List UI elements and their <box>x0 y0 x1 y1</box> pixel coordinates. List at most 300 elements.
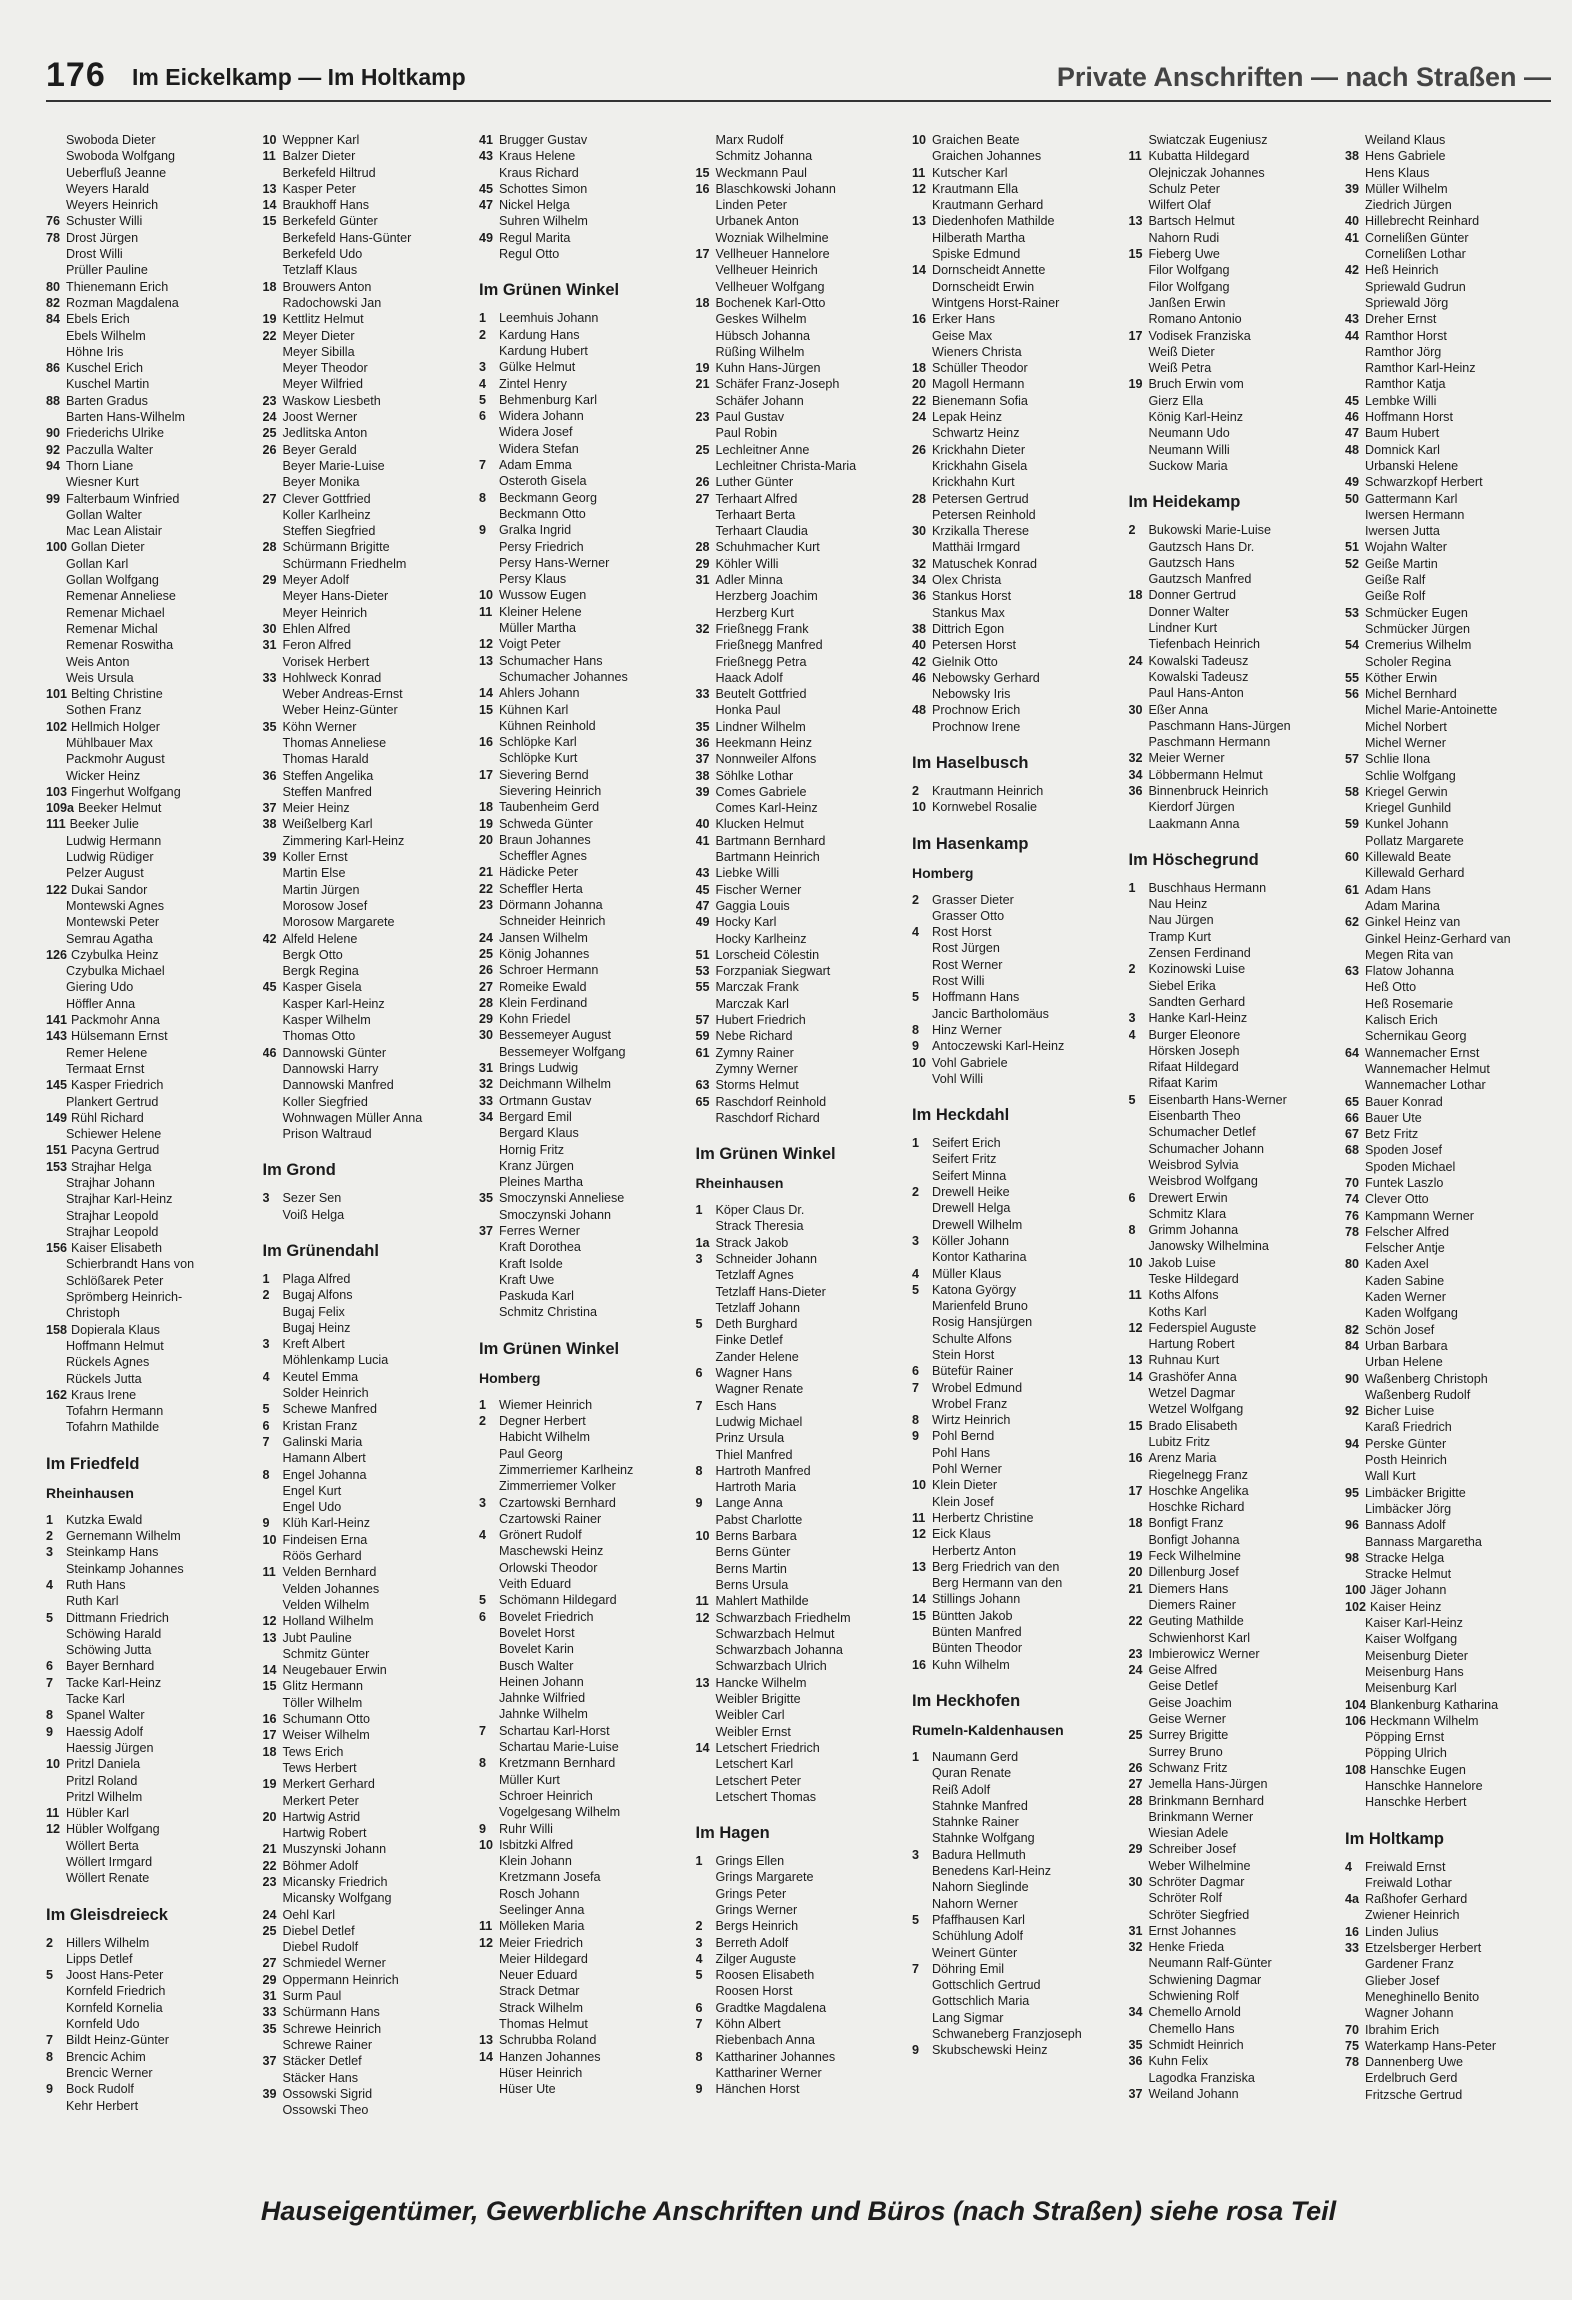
resident-name: Riegelnegg Franz <box>1148 1467 1248 1482</box>
resident-name: Strajhar Johann <box>66 1176 155 1190</box>
resident-entry <box>696 686 902 702</box>
resident-entry <box>479 1543 685 1559</box>
resident-entry <box>46 197 252 213</box>
resident-entry <box>479 392 685 408</box>
resident-entry <box>1129 1581 1335 1597</box>
resident-entry <box>263 947 469 963</box>
resident-name: Gradtke Magdalena <box>715 2000 827 2015</box>
resident-entry <box>696 1561 902 1577</box>
house-number: 27 <box>479 979 494 994</box>
house-number: 76 <box>1345 1208 1360 1223</box>
house-number: 2 <box>912 1185 920 1200</box>
resident-name: Schmidt Heinrich <box>1148 2037 1244 2052</box>
resident-entry <box>1129 1385 1335 1401</box>
resident-name: Schottes Simon <box>499 181 588 196</box>
resident-entry <box>1129 961 1335 977</box>
resident-name: Gralka Ingrid <box>499 523 572 538</box>
house-number: 2 <box>262 1288 270 1303</box>
resident-name: Weber Heinz-Günter <box>282 703 398 718</box>
resident-name: Suckow Maria <box>1148 458 1228 473</box>
resident-name: Roosen Horst <box>715 1984 793 1999</box>
resident-name: Bünten Theodor <box>932 1641 1023 1656</box>
resident-entry <box>696 816 902 832</box>
house-number: 2 <box>479 1414 487 1429</box>
resident-entry <box>912 892 1118 908</box>
house-number: 13 <box>479 2033 494 2048</box>
resident-name: Stillings Johann <box>932 1592 1021 1607</box>
resident-name: Matuschek Konrad <box>932 556 1038 571</box>
resident-name: Friederichs Ulrike <box>66 426 164 441</box>
resident-name: Geuting Mathilde <box>1148 1614 1244 1629</box>
resident-name: Semrau Agatha <box>66 931 153 946</box>
house-number: 31 <box>262 1989 277 2004</box>
resident-name: Schäfer Johann <box>715 393 804 408</box>
house-number: 10 <box>479 1837 494 1852</box>
resident-name: Martin Jürgen <box>282 882 360 897</box>
resident-name: Martin Else <box>282 866 346 881</box>
resident-entry <box>46 409 252 425</box>
resident-entry <box>46 1691 252 1707</box>
resident-entry <box>263 816 469 832</box>
house-number: 9 <box>46 1724 54 1739</box>
district-heading: Rumeln-Kaldenhausen <box>912 1721 1064 1738</box>
resident-entry <box>479 1011 685 1027</box>
house-number: 12 <box>479 637 494 652</box>
house-number: 11 <box>912 1510 926 1525</box>
resident-entry <box>263 1841 469 1857</box>
house-number: 80 <box>1345 1257 1360 1272</box>
resident-entry <box>912 1331 1118 1347</box>
resident-name: Höhne Iris <box>66 344 124 359</box>
resident-entry <box>1129 1890 1335 1906</box>
resident-entry <box>696 1577 902 1593</box>
resident-name: Beckmann Otto <box>499 506 586 521</box>
resident-name: Felscher Alfred <box>1365 1224 1449 1239</box>
resident-entry <box>46 262 252 278</box>
resident-name: Raschdorf Reinhold <box>715 1094 827 1109</box>
resident-entry <box>1345 246 1551 262</box>
resident-name: Lechleitner Christa-Maria <box>715 458 857 473</box>
resident-entry <box>479 539 685 555</box>
resident-entry <box>1345 1028 1551 1044</box>
house-number: 21 <box>262 1842 277 1857</box>
resident-entry <box>263 1126 469 1142</box>
resident-entry <box>46 1371 252 1387</box>
resident-name: Schühlung Adolf <box>932 1929 1024 1944</box>
resident-name: Herbertz Anton <box>932 1543 1017 1558</box>
resident-entry <box>479 816 685 832</box>
house-number: 8 <box>695 1463 703 1478</box>
resident-name: Tews Erich <box>282 1744 344 1759</box>
resident-name: Schäfer Franz-Joseph <box>715 377 840 392</box>
resident-entry <box>479 1027 685 1043</box>
resident-name: Weinert Günter <box>932 1945 1018 1960</box>
resident-entry <box>1345 1387 1551 1403</box>
resident-name: Ahlers Johann <box>499 686 580 701</box>
resident-entry <box>479 864 685 880</box>
resident-entry <box>479 1609 685 1625</box>
resident-name: Rückels Agnes <box>66 1355 150 1370</box>
resident-entry <box>912 1575 1118 1591</box>
resident-entry <box>1129 718 1335 734</box>
resident-entry <box>46 1951 252 1967</box>
resident-entry <box>696 768 902 784</box>
house-number: 29 <box>695 556 710 571</box>
resident-name: Zilger Auguste <box>715 1951 797 1966</box>
resident-name: Kornfeld Friedrich <box>66 1984 166 1999</box>
resident-entry <box>1345 702 1551 718</box>
resident-name: Wetzel Wolfgang <box>1148 1402 1244 1417</box>
resident-entry <box>912 1135 1118 1151</box>
resident-name: Berg Friedrich van den <box>932 1559 1060 1574</box>
resident-name: Wrobel Franz <box>932 1396 1008 1411</box>
resident-name: Beeker Julie <box>69 817 139 832</box>
resident-entry <box>46 523 252 539</box>
resident-name: Voigt Peter <box>499 637 561 652</box>
resident-name: Köhler Willi <box>715 556 779 571</box>
resident-entry <box>263 963 469 979</box>
resident-entry <box>263 1532 469 1548</box>
house-number: 67 <box>1345 1127 1360 1142</box>
house-number: 25 <box>262 426 277 441</box>
resident-entry <box>696 947 902 963</box>
house-number: 1 <box>46 1512 54 1527</box>
resident-entry <box>1129 2086 1335 2102</box>
resident-name: Schwarzbach Helmut <box>715 1626 835 1641</box>
resident-name: Weisbrod Wolfgang <box>1148 1174 1258 1189</box>
house-number: 35 <box>479 1191 494 1206</box>
resident-entry <box>479 2081 685 2097</box>
resident-name: Widera Josef <box>499 425 573 440</box>
resident-name: Katona György <box>932 1282 1017 1297</box>
resident-entry <box>1345 1061 1551 1077</box>
resident-name: Frießnegg Petra <box>715 654 807 669</box>
resident-entry <box>263 295 469 311</box>
resident-name: Weiser Wilhelm <box>282 1728 370 1743</box>
resident-entry <box>696 2000 902 2016</box>
resident-entry <box>696 1028 902 1044</box>
house-number: 32 <box>1128 1940 1143 1955</box>
resident-entry <box>912 2042 1118 2058</box>
house-number: 102 <box>46 719 68 734</box>
resident-entry <box>1345 132 1551 148</box>
resident-name: Dörmann Johanna <box>499 898 603 913</box>
resident-name: Gollan Walter <box>66 507 142 522</box>
resident-entry <box>696 931 902 947</box>
resident-name: Löbbermann Helmut <box>1148 767 1263 782</box>
resident-entry <box>1345 1322 1551 1338</box>
resident-entry <box>696 1756 902 1772</box>
resident-name: Swiatczak Eugeniusz <box>1148 133 1268 147</box>
resident-name: Kraft Dorothea <box>499 1240 581 1255</box>
resident-name: Brado Elisabeth <box>1148 1418 1238 1433</box>
resident-name: Schwanz Fritz <box>1148 1760 1228 1775</box>
resident-entry <box>46 1077 252 1093</box>
resident-name: Hoffmann Horst <box>1365 410 1453 425</box>
resident-name: Orlowski Theodor <box>499 1560 598 1575</box>
resident-name: Kontor Katharina <box>932 1250 1027 1265</box>
house-number: 49 <box>479 230 494 245</box>
house-number: 19 <box>262 1777 277 1792</box>
resident-entry <box>1345 816 1551 832</box>
street-heading: Im Heckhofen <box>912 1691 1021 1710</box>
resident-entry <box>263 1727 469 1743</box>
resident-entry <box>912 1380 1118 1396</box>
resident-entry <box>263 1939 469 1955</box>
house-number: 16 <box>479 735 494 750</box>
resident-entry <box>696 1593 902 1609</box>
resident-name: Bessemeyer Wolfgang <box>499 1044 626 1059</box>
resident-entry <box>263 719 469 735</box>
resident-entry <box>1129 181 1335 197</box>
resident-name: Paul Robin <box>715 426 778 441</box>
resident-entry <box>263 1662 469 1678</box>
resident-name: Schmitz Günter <box>282 1646 370 1661</box>
resident-name: Kaiser Elisabeth <box>71 1241 163 1256</box>
resident-entry <box>696 539 902 555</box>
resident-entry <box>1129 1271 1335 1287</box>
house-number: 57 <box>695 1013 710 1028</box>
resident-name: Hartung Robert <box>1148 1337 1235 1352</box>
resident-name: Hörsken Joseph <box>1148 1043 1240 1058</box>
resident-name: Spriewald Jörg <box>1365 295 1449 310</box>
house-number: 6 <box>479 409 487 424</box>
resident-name: Schneider Heinrich <box>499 914 606 929</box>
resident-entry <box>1129 1548 1335 1564</box>
resident-name: Lorscheid Cölestin <box>715 947 820 962</box>
resident-name: Wagner Renate <box>715 1382 804 1397</box>
resident-entry <box>479 734 685 750</box>
resident-entry <box>1345 1175 1551 1191</box>
resident-entry <box>1345 1485 1551 1501</box>
resident-name: Etzelsberger Herbert <box>1365 1941 1482 1956</box>
resident-name: Tetzlaff Klaus <box>282 263 358 278</box>
resident-name: Osteroth Gisela <box>499 474 587 489</box>
resident-entry <box>479 1821 685 1837</box>
resident-entry <box>479 1207 685 1223</box>
resident-entry <box>479 343 685 359</box>
resident-name: Chemello Hans <box>1148 2021 1235 2036</box>
house-number: 39 <box>262 850 277 865</box>
resident-name: Schmitz Christina <box>499 1305 597 1320</box>
resident-entry <box>912 1977 1118 1993</box>
resident-name: Schierbrandt Hans von <box>66 1257 195 1272</box>
resident-entry <box>479 1478 685 1494</box>
resident-entry <box>912 1363 1118 1379</box>
house-number: 29 <box>479 1012 494 1027</box>
house-number: 15 <box>262 214 277 229</box>
resident-name: Seifert Minna <box>932 1168 1007 1183</box>
resident-name: Paskuda Karl <box>499 1289 574 1304</box>
resident-name: Bessemeyer August <box>499 1028 612 1043</box>
house-number: 8 <box>262 1467 270 1482</box>
house-number: 11 <box>479 1919 493 1934</box>
resident-name: Meyer Sibilla <box>282 344 355 359</box>
resident-name: Schön Josef <box>1365 1322 1435 1337</box>
resident-entry <box>479 1076 685 1092</box>
resident-name: Erker Hans <box>932 312 995 327</box>
resident-entry <box>479 685 685 701</box>
resident-name: Gautzsch Hans <box>1148 555 1235 570</box>
resident-name: Bauer Konrad <box>1365 1094 1443 1109</box>
house-number: 17 <box>1128 1483 1143 1498</box>
resident-name: Rost Willi <box>932 974 985 989</box>
resident-name: Büntten Jakob <box>932 1608 1013 1623</box>
resident-entry <box>46 2016 252 2032</box>
resident-entry <box>912 279 1118 295</box>
resident-name: Dannowski Manfred <box>282 1078 394 1093</box>
resident-name: Schuster Willi <box>66 214 143 229</box>
resident-name: Dukai Sandor <box>71 882 148 897</box>
resident-name: Buschhaus Hermann <box>1148 880 1267 895</box>
resident-entry <box>696 1707 902 1723</box>
resident-entry <box>1345 1534 1551 1550</box>
resident-entry <box>46 181 252 197</box>
house-number: 20 <box>912 377 927 392</box>
resident-entry <box>696 213 902 229</box>
resident-entry <box>1129 1515 1335 1531</box>
resident-name: Haessig Adolf <box>66 1724 144 1739</box>
resident-entry <box>1345 2005 1551 2021</box>
house-number: 74 <box>1345 1192 1360 1207</box>
resident-name: Olex Christa <box>932 573 1002 588</box>
resident-entry <box>696 1045 902 1061</box>
resident-name: Meyer Dieter <box>282 328 355 343</box>
resident-entry <box>46 1935 252 1951</box>
resident-entry <box>912 2010 1118 2026</box>
resident-entry <box>263 1988 469 2004</box>
resident-entry <box>263 800 469 816</box>
resident-entry <box>696 1094 902 1110</box>
resident-entry <box>1345 1142 1551 1158</box>
resident-entry <box>696 344 902 360</box>
house-number: 14 <box>262 198 277 213</box>
resident-entry <box>479 2016 685 2032</box>
resident-entry <box>1345 1859 1551 1875</box>
house-number: 24 <box>1128 1663 1143 1678</box>
resident-entry <box>46 1821 252 1837</box>
resident-name: Smoczynski Anneliese <box>499 1191 625 1206</box>
resident-name: Geise Alfred <box>1148 1663 1218 1678</box>
resident-entry <box>479 1256 685 1272</box>
resident-entry <box>912 148 1118 164</box>
resident-name: Wöllert Berta <box>66 1838 139 1853</box>
house-number: 14 <box>695 1740 710 1755</box>
resident-entry <box>46 279 252 295</box>
house-number: 84 <box>46 312 61 327</box>
resident-entry <box>479 1125 685 1141</box>
resident-name: Schöwing Jutta <box>66 1643 152 1658</box>
resident-entry <box>263 1955 469 1971</box>
house-number: 101 <box>46 687 68 702</box>
resident-name: Grönert Rudolf <box>499 1528 582 1543</box>
resident-name: Merkert Peter <box>282 1793 359 1808</box>
page-header <box>46 52 1551 102</box>
resident-entry <box>1129 653 1335 669</box>
resident-entry <box>696 621 902 637</box>
resident-entry <box>912 588 1118 604</box>
resident-entry <box>1129 2021 1335 2037</box>
resident-name: Kutzka Ewald <box>66 1512 143 1527</box>
resident-name: Stahnke Manfred <box>932 1798 1028 1813</box>
house-number: 32 <box>1128 751 1143 766</box>
resident-name: Weiß Dieter <box>1148 344 1215 359</box>
resident-name: Holland Wilhelm <box>282 1614 374 1629</box>
house-number: 4 <box>1345 1859 1353 1874</box>
resident-name: Cornelißen Lothar <box>1365 247 1466 262</box>
resident-entry <box>912 924 1118 940</box>
house-number: 50 <box>1345 491 1360 506</box>
resident-entry <box>263 588 469 604</box>
resident-entry <box>479 604 685 620</box>
resident-name: Bergk Regina <box>282 964 359 979</box>
resident-entry <box>696 1479 902 1495</box>
house-number: 5 <box>912 990 920 1005</box>
resident-name: Heekmann Heinz <box>715 735 813 750</box>
resident-entry <box>479 1983 685 1999</box>
resident-name: Ehlen Alfred <box>282 621 351 636</box>
house-number: 25 <box>1128 1728 1143 1743</box>
resident-entry <box>696 572 902 588</box>
resident-entry <box>479 424 685 440</box>
resident-entry <box>263 833 469 849</box>
house-number: 41 <box>695 833 710 848</box>
resident-entry <box>1129 1613 1335 1629</box>
house-number: 47 <box>479 198 494 213</box>
resident-name: Voiß Helga <box>282 1207 345 1222</box>
house-number: 9 <box>695 2082 703 2097</box>
house-number: 36 <box>262 768 277 783</box>
resident-entry <box>912 940 1118 956</box>
resident-entry <box>1129 1923 1335 1939</box>
house-number: 23 <box>262 1874 277 1889</box>
resident-entry <box>1129 393 1335 409</box>
resident-name: Weckmann Paul <box>715 165 807 180</box>
resident-name: Lagodka Franziska <box>1148 2070 1255 2085</box>
resident-entry <box>1129 328 1335 344</box>
house-number: 57 <box>1345 752 1360 767</box>
resident-entry <box>912 1184 1118 1200</box>
house-number: 95 <box>1345 1485 1360 1500</box>
resident-name: Regul Otto <box>499 247 560 262</box>
house-number: 1 <box>912 1749 920 1764</box>
house-number: 76 <box>46 214 61 229</box>
resident-name: Schürmann Friedhelm <box>282 556 407 571</box>
resident-entry <box>479 1288 685 1304</box>
house-number: 94 <box>1345 1436 1360 1451</box>
resident-name: Schrewe Heinrich <box>282 2021 382 2036</box>
resident-entry <box>46 1740 252 1756</box>
house-number: 84 <box>1345 1338 1360 1353</box>
street-heading: Im Höschegrund <box>1128 850 1259 869</box>
resident-name: Janßen Erwin <box>1148 295 1226 310</box>
resident-entry <box>1345 735 1551 751</box>
resident-name: Weibler Carl <box>715 1708 785 1723</box>
resident-name: Romeike Ewald <box>499 979 587 994</box>
resident-name: Bartmann Bernhard <box>715 833 826 848</box>
resident-name: Neugebauer Erwin <box>282 1663 387 1678</box>
house-number: 53 <box>695 964 710 979</box>
resident-entry <box>696 230 902 246</box>
resident-name: Wussow Eugen <box>499 588 587 603</box>
house-number: 9 <box>912 1039 920 1054</box>
resident-entry <box>46 654 252 670</box>
resident-name: Seifert Erich <box>932 1136 1001 1151</box>
house-number: 37 <box>479 1224 494 1238</box>
resident-name: Hübler Karl <box>66 1806 129 1821</box>
resident-name: Drewell Helga <box>932 1201 1011 1216</box>
resident-name: Kowalski Tadeusz <box>1148 653 1249 668</box>
